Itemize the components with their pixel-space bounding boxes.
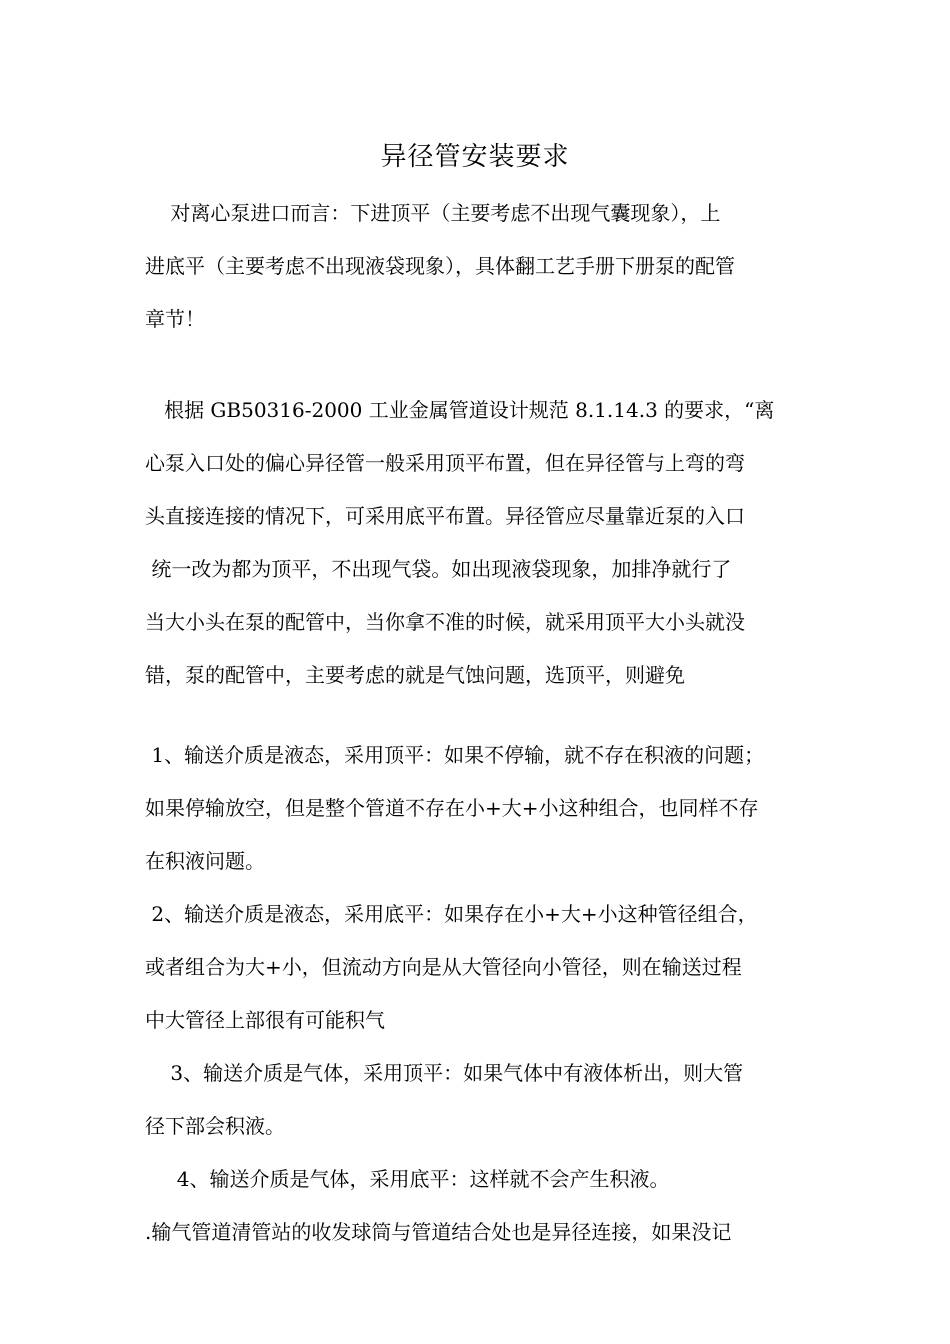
paragraph-line: 章节！: [145, 307, 205, 331]
paragraph-line: 对离心泵进口而言：下进顶平（主要考虑不出现气囊现象），上: [145, 201, 721, 225]
paragraph-line: 如果停输放空，但是整个管道不存在小+大+小这种组合，也同样不存: [145, 796, 759, 820]
paragraph-line: 错，泵的配管中，主要考虑的就是气蚀问题，选顶平，则避免: [145, 663, 685, 687]
paragraph-medium-cases: [145, 729, 815, 1259]
paragraph-line: 2、输送介质是液态，采用底平：如果存在小+大+小这种管径组合，: [145, 902, 758, 926]
paragraph-line: 在积液问题。: [145, 849, 265, 873]
paragraph-line: 径下部会积液。: [145, 1114, 285, 1138]
paragraph-line: 或者组合为大+小，但流动方向是从大管径向小管径，则在输送过程: [145, 955, 742, 979]
paragraph-line: 中大管径上部很有可能积气: [145, 1008, 385, 1032]
paragraph-line: 3、输送介质是气体，采用顶平：如果气体中有液体析出，则大管: [145, 1061, 744, 1085]
paragraph-line: 4、输送介质是气体，采用底平：这样就不会产生积液。: [145, 1167, 670, 1191]
paragraph-gb-standard: [145, 384, 815, 702]
page-title: 异径管安装要求: [380, 142, 570, 172]
paragraph-line: 心泵入口处的偏心异径管一般采用顶平布置，但在异径管与上弯的弯: [145, 451, 745, 475]
paragraph-line: 当大小头在泵的配管中，当你拿不准的时候，就采用顶平大小头就没: [145, 610, 745, 634]
paragraph-line: 根据 GB50316-2000 工业金属管道设计规范 8.1.14.3 的要求，“离: [145, 398, 775, 422]
paragraph-pump-inlet: [145, 187, 815, 346]
paragraph-line: .输气管道清管站的收发球筒与管道结合处也是异径连接，如果没记: [145, 1220, 732, 1244]
paragraph-line: 头直接连接的情况下，可采用底平布置。异径管应尽量靠近泵的入口: [145, 504, 745, 528]
paragraph-line: 1、输送介质是液态，采用顶平：如果不停输，就不存在积液的问题；: [145, 743, 765, 767]
paragraph-line: 进底平（主要考虑不出现液袋现象），具体翻工艺手册下册泵的配管: [145, 254, 735, 278]
paragraph-line: 统一改为都为顶平，不出现气袋。如出现液袋现象，加排净就行了: [145, 557, 732, 581]
